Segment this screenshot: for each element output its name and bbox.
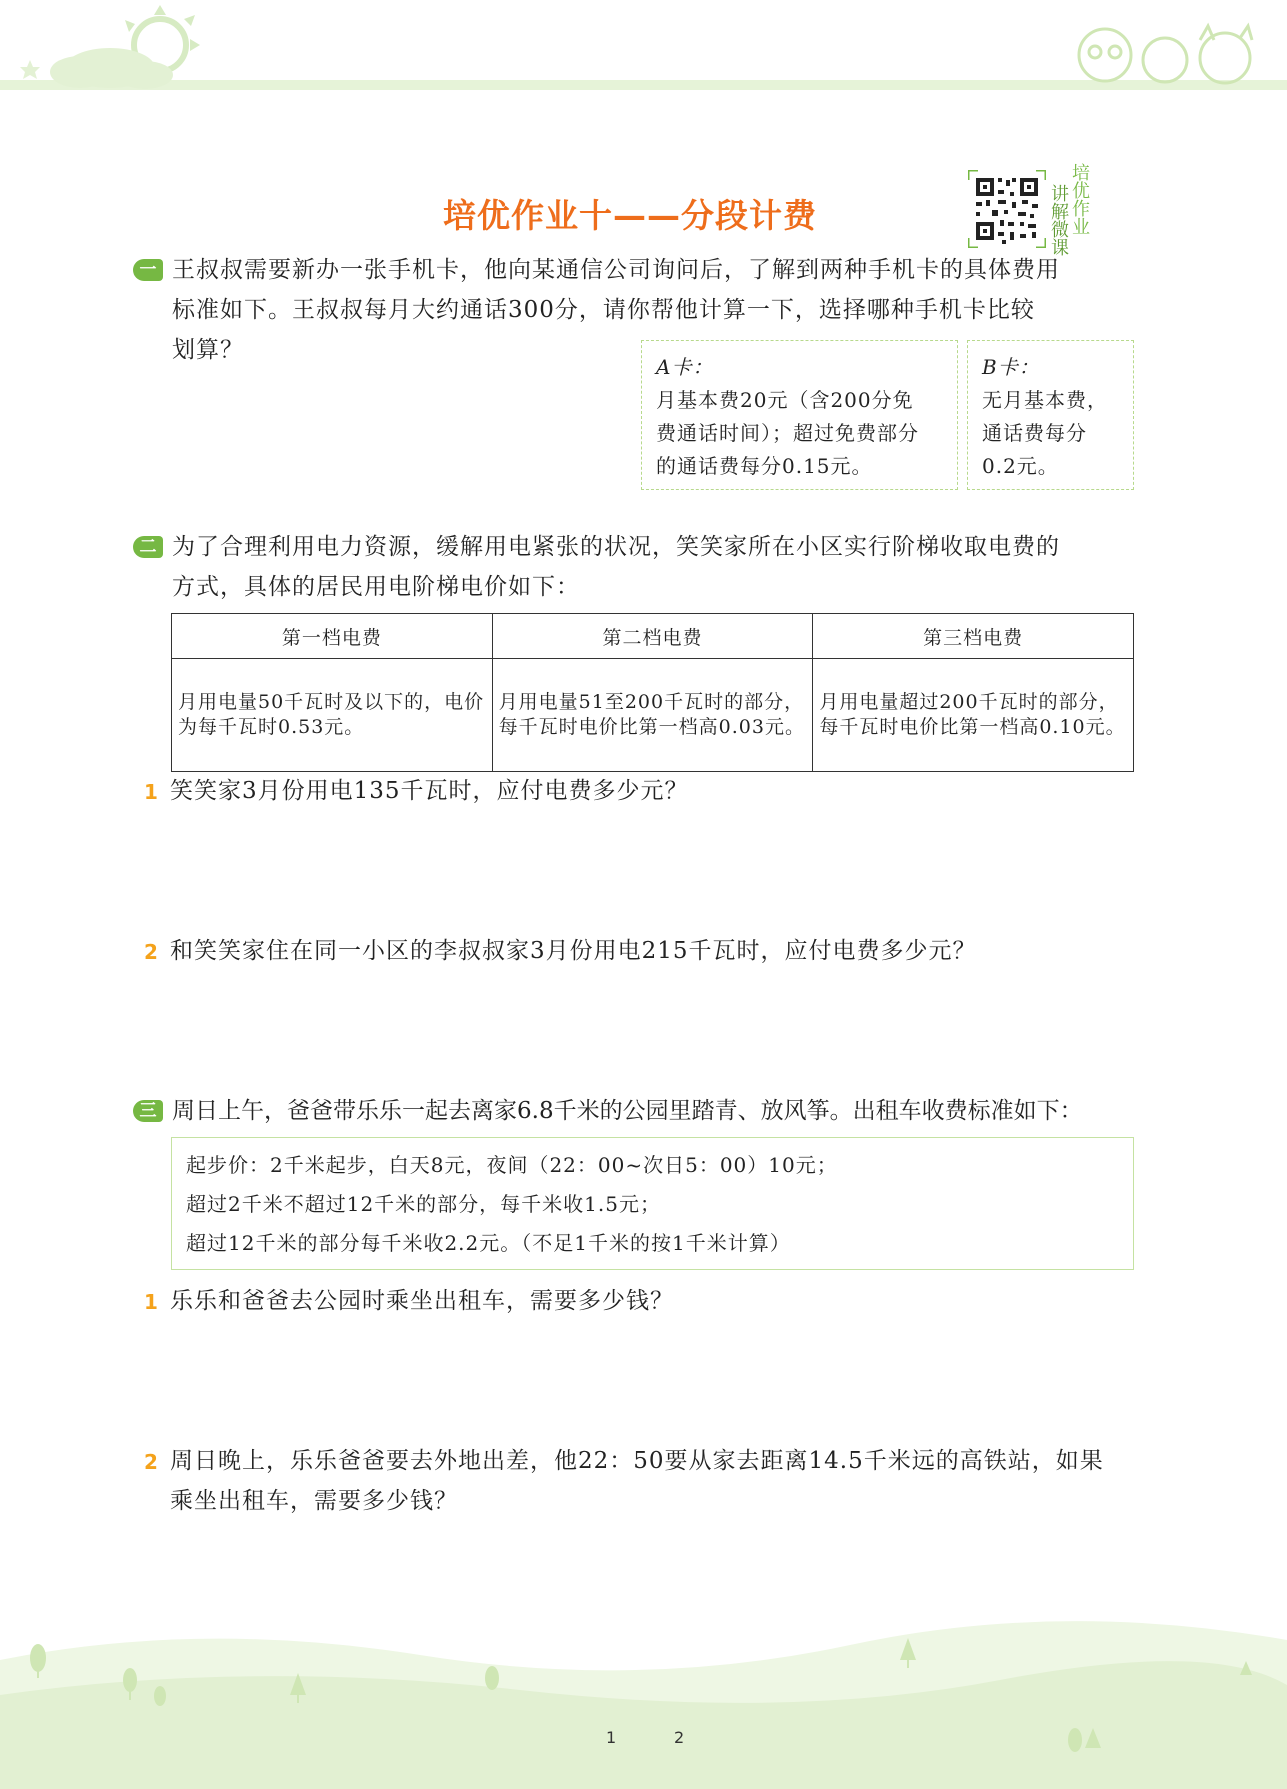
card-b-line-3: 0.2元。 — [982, 454, 1059, 478]
section-3-question-1: 乐乐和爸爸去公园时乘坐出租车，需要多少钱？ — [170, 1288, 674, 1314]
animals-icon — [1079, 26, 1252, 83]
card-b-line-1: 无月基本费， — [982, 388, 1108, 412]
qr-label-lecture: 讲解微课 — [1051, 184, 1069, 259]
qr-code-icon[interactable] — [968, 170, 1046, 248]
card-a-label: A卡： — [656, 355, 714, 379]
table-cell-tier-1: 月用电量50千瓦时及以下的，电价为每千瓦时0.53元。 — [172, 659, 493, 772]
taxi-fare-box — [171, 1137, 1134, 1270]
table-cell-tier-3: 月用电量超过200千瓦时的部分，每千瓦时电价比第一档高0.10元。 — [813, 659, 1134, 772]
question-number: 2 — [144, 1450, 158, 1474]
star-icon — [20, 60, 40, 79]
table-header-tier-1: 第一档电费 — [172, 614, 493, 659]
footer-landscape — [0, 1600, 1287, 1789]
section-1-line-2: 标准如下。王叔叔每月大约通话300分，请你帮他计算一下，选择哪种手机卡比较 — [172, 297, 1035, 323]
section-badge-2: 二 — [133, 536, 163, 558]
table-header-tier-3: 第三档电费 — [813, 614, 1134, 659]
section-3-question-2-line-1: 周日晚上，乐乐爸爸要去外地出差，他22：50要从家去距离14.5千米远的高铁站，如果 — [170, 1448, 1104, 1474]
section-2-line-1: 为了合理利用电力资源，缓解用电紧张的状况，笑笑家所在小区实行阶梯收取电费的 — [172, 534, 1060, 560]
page-title: 培优作业十——分段计费 — [443, 196, 817, 235]
question-number: 2 — [144, 940, 158, 964]
page-number-left: 1 — [606, 1728, 617, 1747]
cloud-icon — [50, 48, 173, 89]
section-badge-3: 三 — [133, 1100, 163, 1122]
card-a-line-2: 费通话时间）；超过免费部分 — [656, 421, 919, 445]
question-number: 1 — [144, 780, 158, 804]
section-3-line-1: 周日上午，爸爸带乐乐一起去离家6.8千米的公园里踏青、放风筝。出租车收费标准如下： — [172, 1098, 1083, 1124]
section-badge-1: 一 — [133, 259, 163, 281]
taxi-fare-line-3: 超过12千米的部分每千米收2.2元。（不足1千米的按1千米计算） — [186, 1231, 791, 1255]
section-2-line-2: 方式，具体的居民用电阶梯电价如下： — [172, 574, 580, 600]
section-3-question-2 — [170, 1441, 1140, 1521]
section-1-line-1: 王叔叔需要新办一张手机卡，他向某通信公司询问后，了解到两种手机卡的具体费用 — [172, 257, 1060, 283]
section-2-question-1: 笑笑家3月份用电135千瓦时，应付电费多少元？ — [170, 778, 689, 804]
taxi-fare-line-1: 起步价：2千米起步，白天8元，夜间（22：00~次日5：00）10元； — [186, 1153, 838, 1177]
taxi-fare-line-2: 超过2千米不超过12千米的部分，每千米收1.5元； — [186, 1192, 661, 1216]
question-number: 1 — [144, 1290, 158, 1314]
section-1-line-3: 划算？ — [172, 337, 244, 363]
card-b-box — [967, 340, 1134, 490]
section-2-question-2: 和笑笑家住在同一小区的李叔叔家3月份用电215千瓦时，应付电费多少元？ — [170, 938, 977, 964]
section-2-text — [172, 527, 1142, 607]
page-number-right: 2 — [674, 1728, 685, 1747]
card-a-box — [641, 340, 958, 490]
table-header-tier-2: 第二档电费 — [492, 614, 813, 659]
table-row — [172, 659, 1134, 772]
header-decoration — [0, 0, 1287, 110]
card-a-line-3: 的通话费每分0.15元。 — [656, 454, 873, 478]
card-b-label: B卡： — [982, 355, 1040, 379]
electricity-tier-table — [171, 613, 1134, 772]
section-3-question-2-line-2: 乘坐出租车，需要多少钱？ — [170, 1488, 458, 1514]
qr-label-homework: 培优作业 — [1072, 163, 1090, 238]
table-header-row — [172, 614, 1134, 659]
card-b-line-2: 通话费每分 — [982, 421, 1087, 445]
card-a-line-1: 月基本费20元（含200分免 — [656, 388, 914, 412]
table-cell-tier-2: 月用电量51至200千瓦时的部分，每千瓦时电价比第一档高0.03元。 — [492, 659, 813, 772]
